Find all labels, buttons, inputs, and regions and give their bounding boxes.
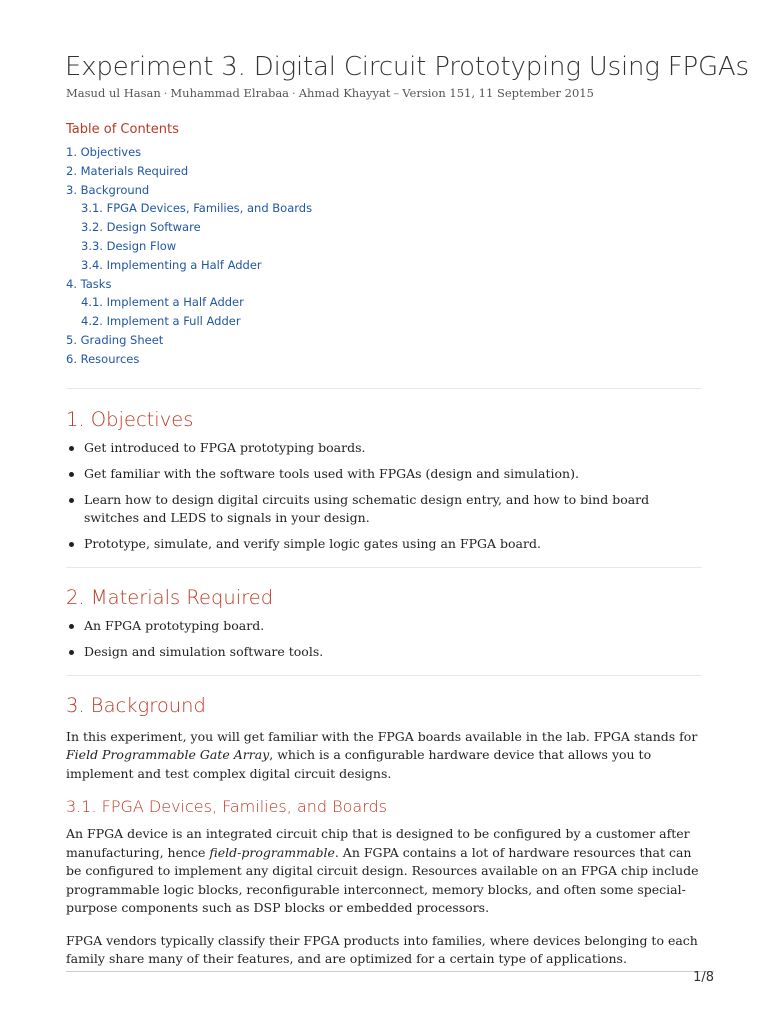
document-title: Experiment 3. Digital Circuit Prototyping Using FPGAs (65, 52, 749, 82)
text-run: , which is a configurable hardware device that allows you to implement and test complex digital circuit designs. (66, 747, 652, 781)
toc-link[interactable]: 3.1. FPGA Devices, Families, and Boards (81, 201, 313, 216)
toc-title: Table of Contents (66, 122, 179, 137)
author-1: Masud ul Hasan (66, 86, 161, 100)
bullet-icon (69, 446, 74, 451)
toc-item-objectives[interactable] (66, 143, 702, 162)
document-page (65, 0, 749, 969)
toc-item-grading[interactable] (66, 331, 702, 350)
page-number: 1/8 (693, 970, 714, 985)
toc-link[interactable]: 3. Background (66, 182, 150, 197)
list-item (66, 465, 702, 483)
author-2: Muhammad Elrabaa (170, 86, 290, 100)
text-run: An FPGA device is an integrated circuit chip that is designed to be configured by a customer after manufacturing, hence (66, 826, 690, 860)
list-item (66, 439, 702, 457)
toc-item-design-software[interactable] (66, 218, 702, 237)
bullet-icon (69, 624, 74, 629)
toc-link[interactable]: 6. Resources (66, 351, 140, 366)
list-item-text: Design and simulation software tools. (84, 644, 324, 660)
list-item (66, 617, 702, 635)
emphasis-text: Field Programmable Gate Array (66, 747, 270, 763)
background-intro (66, 728, 702, 784)
toc-link[interactable]: 4.2. Implement a Full Adder (81, 314, 241, 329)
document-details (66, 86, 702, 100)
toc-link[interactable]: 3.4. Implementing a Half Adder (81, 257, 262, 272)
subsection-heading-fpga-devices: 3.1. FPGA Devices, Families, and Boards (66, 797, 387, 817)
text-run: In this experiment, you will get familiar with the FPGA boards available in the lab. FPGA stands for (66, 728, 698, 744)
fpga-devices-paragraph-1 (66, 825, 702, 918)
text-run: . An FGPA contains a lot of hardware resources that can be configured to implement any digital circuit design. Resources available on an FPGA chip include programmable logic blocks, reconfigurable interconnect, memory blocks, and often some special-purpose components such as DSP blocks or embedded processors. (66, 844, 699, 916)
toc-item-half-adder-impl[interactable] (66, 256, 702, 275)
toc-link[interactable]: 2. Materials Required (66, 163, 189, 178)
section-heading-materials: 2. Materials Required (66, 585, 274, 609)
toc-item-resources[interactable] (66, 350, 702, 369)
version-info: Version 151, 11 September 2015 (402, 86, 594, 100)
version-separator: – (393, 86, 400, 100)
toc-item-background[interactable] (66, 181, 702, 200)
list-item-text: Prototype, simulate, and verify simple logic gates using an FPGA board. (84, 535, 541, 551)
toc-link[interactable]: 3.3. Design Flow (81, 238, 177, 253)
list-item-text: Learn how to design digital circuits using schematic design entry, and how to bind board switches and LEDS to signals in your design. (84, 491, 650, 525)
bullet-icon (69, 472, 74, 477)
list-item-text: Get familiar with the software tools used with FPGAs (design and simulation). (84, 465, 579, 481)
table-of-contents (66, 143, 702, 369)
bullet-icon (69, 498, 74, 503)
section-heading-background: 3. Background (66, 694, 206, 718)
toc-link[interactable]: 5. Grading Sheet (66, 332, 164, 347)
list-item (66, 491, 702, 527)
list-item (66, 643, 702, 661)
list-item-text: Get introduced to FPGA prototyping boards. (84, 439, 366, 455)
toc-item-task-half-adder[interactable] (66, 293, 702, 312)
toc-item-fpga-devices[interactable] (66, 199, 702, 218)
objectives-list (66, 439, 702, 553)
section-divider (66, 567, 702, 568)
toc-item-task-full-adder[interactable] (66, 312, 702, 331)
fpga-devices-paragraph-2: FPGA vendors typically classify their FPGA products into families, where devices belonging to each family share many of their features, and are optimized for a certain type of applications. (66, 932, 698, 967)
toc-item-materials[interactable] (66, 162, 702, 181)
toc-item-design-flow[interactable] (66, 237, 702, 256)
list-item (66, 535, 702, 553)
bullet-icon (69, 542, 74, 547)
section-divider (66, 675, 702, 676)
author-separator: · (163, 86, 168, 100)
section-divider (66, 388, 702, 389)
section-heading-objectives: 1. Objectives (66, 407, 194, 431)
toc-item-tasks[interactable] (66, 275, 702, 294)
author-separator: · (292, 86, 296, 100)
toc-link[interactable]: 3.2. Design Software (81, 220, 201, 235)
bullet-icon (69, 650, 74, 655)
author-3: Ahmad Khayyat (298, 86, 391, 100)
emphasis-text: field-programmable (209, 844, 335, 860)
list-item-text: An FPGA prototyping board. (84, 618, 265, 634)
page-footer-rule (66, 971, 714, 972)
materials-list (66, 617, 702, 661)
toc-link[interactable]: 1. Objectives (66, 145, 142, 159)
toc-link[interactable]: 4.1. Implement a Half Adder (81, 295, 244, 310)
toc-link[interactable]: 4. Tasks (66, 276, 112, 291)
